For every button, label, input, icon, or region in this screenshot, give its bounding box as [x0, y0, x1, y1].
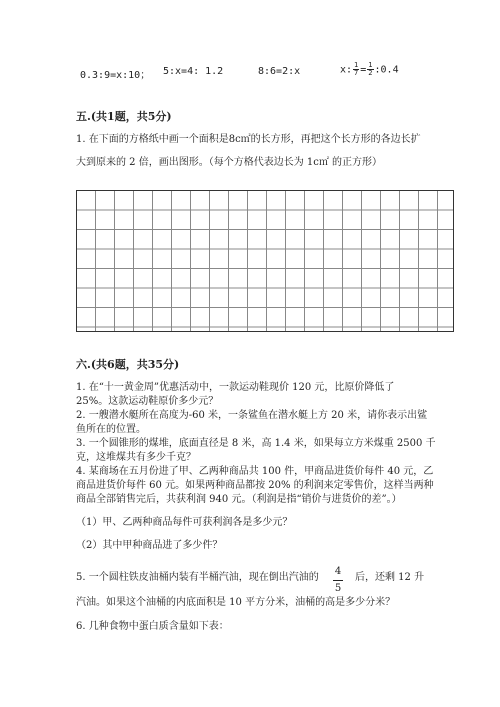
ratio-4-equals: = [360, 64, 367, 76]
s6-q5-part-1: 5. 一个圆柱铁皮油桶内装有半桶汽油，现在倒出汽油的 [76, 572, 319, 583]
fraction-denominator: 7 [354, 69, 359, 77]
ratio-3: 8:6=2:x [258, 66, 301, 77]
fraction-denominator: 5 [334, 583, 342, 594]
fraction-denominator: 2 [368, 69, 373, 77]
s6-q5-part-2: 后，还剩 12 升 [355, 572, 425, 583]
ratio-4-fraction-1 [353, 62, 359, 77]
fraction-numerator: 1 [354, 61, 359, 69]
fraction-numerator: 1 [368, 61, 373, 69]
s6-q4-line-2: 商品进货价每件 60 元。如果两种商品都按 20% 的利润来定零售价，这样当两种 [76, 480, 434, 491]
s6-q1-line-1: 1. 在“十一黄金周”优惠活动中，一款运动鞋现价 120 元，比原价降低了 [76, 382, 395, 393]
s6-q1-line-2: 25%。这款运动鞋原价多少元？ [76, 396, 219, 407]
s6-q4-line-1: 4. 某商场在五月份进了甲、乙两种商品共 100 件，甲商品进货价每件 40 元，乙 [76, 466, 434, 477]
s6-q6-line-1: 6. 几种食物中蛋白质含量如下表： [76, 621, 229, 632]
s6-q4-line-3: 商品全部销售完后，共获利润 940 元。（利润是指“销价与进货价的差”。） [76, 494, 402, 505]
section-5-title: 五.(共1题，共5分) [76, 110, 172, 123]
fraction-bar [333, 580, 343, 581]
s6-q4-sub-2: （2）其中甲种商品进了多少件？ [76, 540, 223, 551]
square-grid-paper [76, 190, 454, 332]
ratio-4-fraction-2 [367, 62, 373, 77]
s6-q2-line-2: 鱼所在的位置。 [76, 424, 146, 435]
s6-q3-line-2: 克，这堆煤共有多少千克？ [76, 452, 196, 463]
section-6-title: 六.(共6题，共35分) [76, 358, 180, 371]
s5-q1-line-2: 大到原来的 2 倍，画出图形。（每个方格代表边长为 1c㎡ 的正方形） [76, 157, 383, 168]
fraction-numerator: 4 [334, 566, 342, 577]
s5-q1-line-1: 1. 在下面的方格纸中画一个面积是8c㎡的长方形，再把这个长方形的各边长扩 [76, 134, 421, 145]
ratio-1: 0.3:9=x:10； [80, 70, 151, 81]
s6-q4-sub-1: （1）甲、乙两种商品每件可获利润各是多少元？ [76, 517, 293, 528]
s6-q3-line-1: 3. 一个圆锥形的煤堆，底面直径是 8 米，高 1.4 米，如果每立方米煤重 2500 千 [76, 438, 436, 449]
ratio-4 [340, 62, 399, 77]
s6-q5-line-2: 汽油。如果这个油桶的内底面积是 10 平方分米，油桶的高是多少分米？ [76, 597, 396, 608]
ratio-4-suffix: :0.4 [374, 64, 399, 76]
s6-q5-fraction [333, 566, 343, 595]
s6-q2-line-1: 2. 一艘潜水艇所在高度为-60 米，一条鲨鱼在潜水艇上方 20 米，请你表示出鲨 [76, 410, 428, 421]
ratio-4-prefix: x: [340, 64, 353, 76]
ratio-2: 5:x=4: 1.2 [163, 66, 224, 77]
